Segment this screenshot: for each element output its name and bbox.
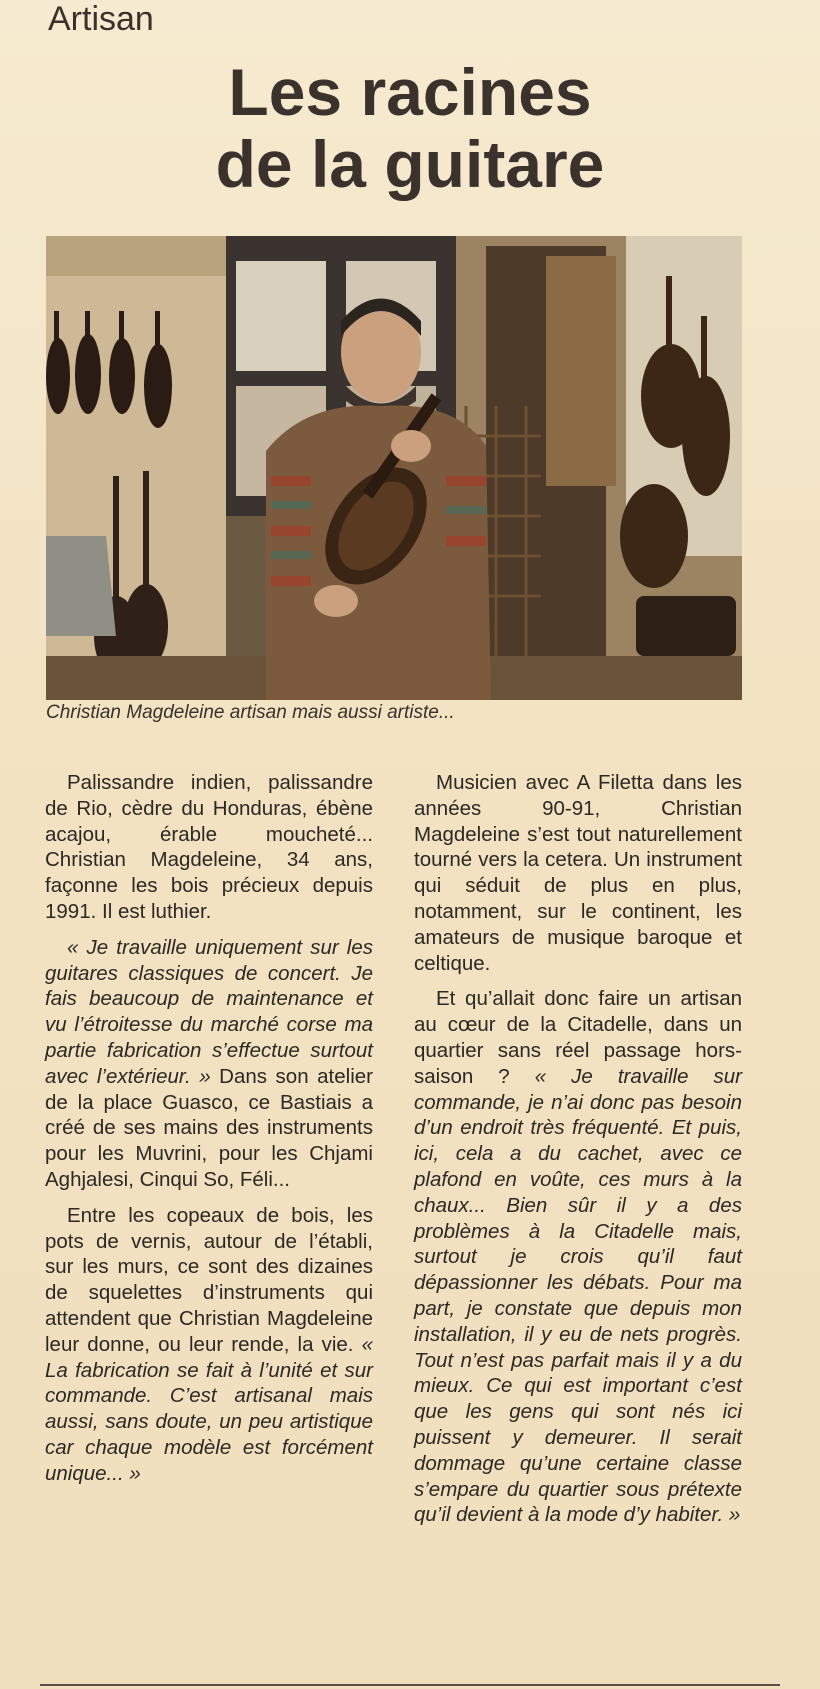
paragraph: [45, 1203, 373, 1487]
headline-line-1: Les racines: [228, 55, 592, 129]
headline: [0, 56, 820, 200]
quote-text: « Je travaille uniquement sur les guitares classiques de concert. Je fais beaucoup de maintenance et vu l’étroitesse du marché corse ma partie fabrication s’effectue surtout avec l’extérieur. »: [45, 935, 373, 1088]
article-photo: [46, 236, 742, 700]
luthier-workshop-photo: [46, 236, 742, 700]
paragraph: [45, 935, 373, 1193]
quote-text: « La fabrication se fait à l’unité et sur commande. C’est artisanal mais aussi, sans doute, un peu artistique car chaque modèle est forcément unique... »: [45, 1332, 373, 1485]
bottom-rule: [40, 1684, 780, 1686]
paragraph-text: Entre les copeaux de bois, les pots de vernis, autour de l’établi, sur les murs, ce sont des dizaines de squelettes d’instruments qui attendent que Christian Magdeleine leur donne, ou leur rende, la vie.: [45, 1203, 373, 1356]
paragraph: Palissandre indien, palissandre de Rio, cèdre du Honduras, ébène acajou, érable moucheté... Christian Magdeleine, 34 ans, façonne les bois précieux depuis 1991. Il est luthier.: [45, 771, 373, 923]
paragraph: [414, 986, 742, 1528]
headline-line-2: de la guitare: [215, 127, 605, 201]
quote-text: « Je travaille sur commande, je n’ai donc pas besoin d’un endroit très fréquenté. Et puis, ici, cela a du cachet, avec ce plafond en voûte, ces murs à la chaux... Bien sûr il y a des problèmes à la Citadelle mais, surtout je crois qu’il faut dépassionner les débats. Pour ma part, je constate que depuis mon installation, il y eu de nets progrès. Tout n’est pas parfait mais il y a du mieux. Ce qui est important c’est que les gens qui sont nés ici puissent y demeurer. Il serait dommage qu’une certaine classe s’empare du quartier sous prétexte qu’il devient à la mode d’y habiter. »: [414, 1064, 742, 1527]
article-column-left: [45, 770, 373, 1497]
paragraph: Musicien avec A Filetta dans les années 90-91, Christian Magdeleine s’est tout naturellement tourné vers la cetera. Un instrument qui séduit de plus en plus, notamment, sur le continent, les amateurs de musique baroque et celtique.: [414, 771, 742, 975]
paragraph-text: Dans son atelier de la place Guasco, ce Bastiais a créé de ses mains des instruments pour les Muvrini, pour les Chjami Aghjalesi, Cinqui So, Féli...: [45, 1064, 373, 1191]
photo-caption: Christian Magdeleine artisan mais aussi artiste...: [46, 702, 455, 723]
article-column-right: [414, 770, 742, 1538]
paragraph-text: Et qu’allait donc faire un artisan au cœur de la Citadelle, dans un quartier sans réel passage hors-saison ?: [414, 987, 742, 1088]
section-label: Artisan: [48, 0, 154, 38]
